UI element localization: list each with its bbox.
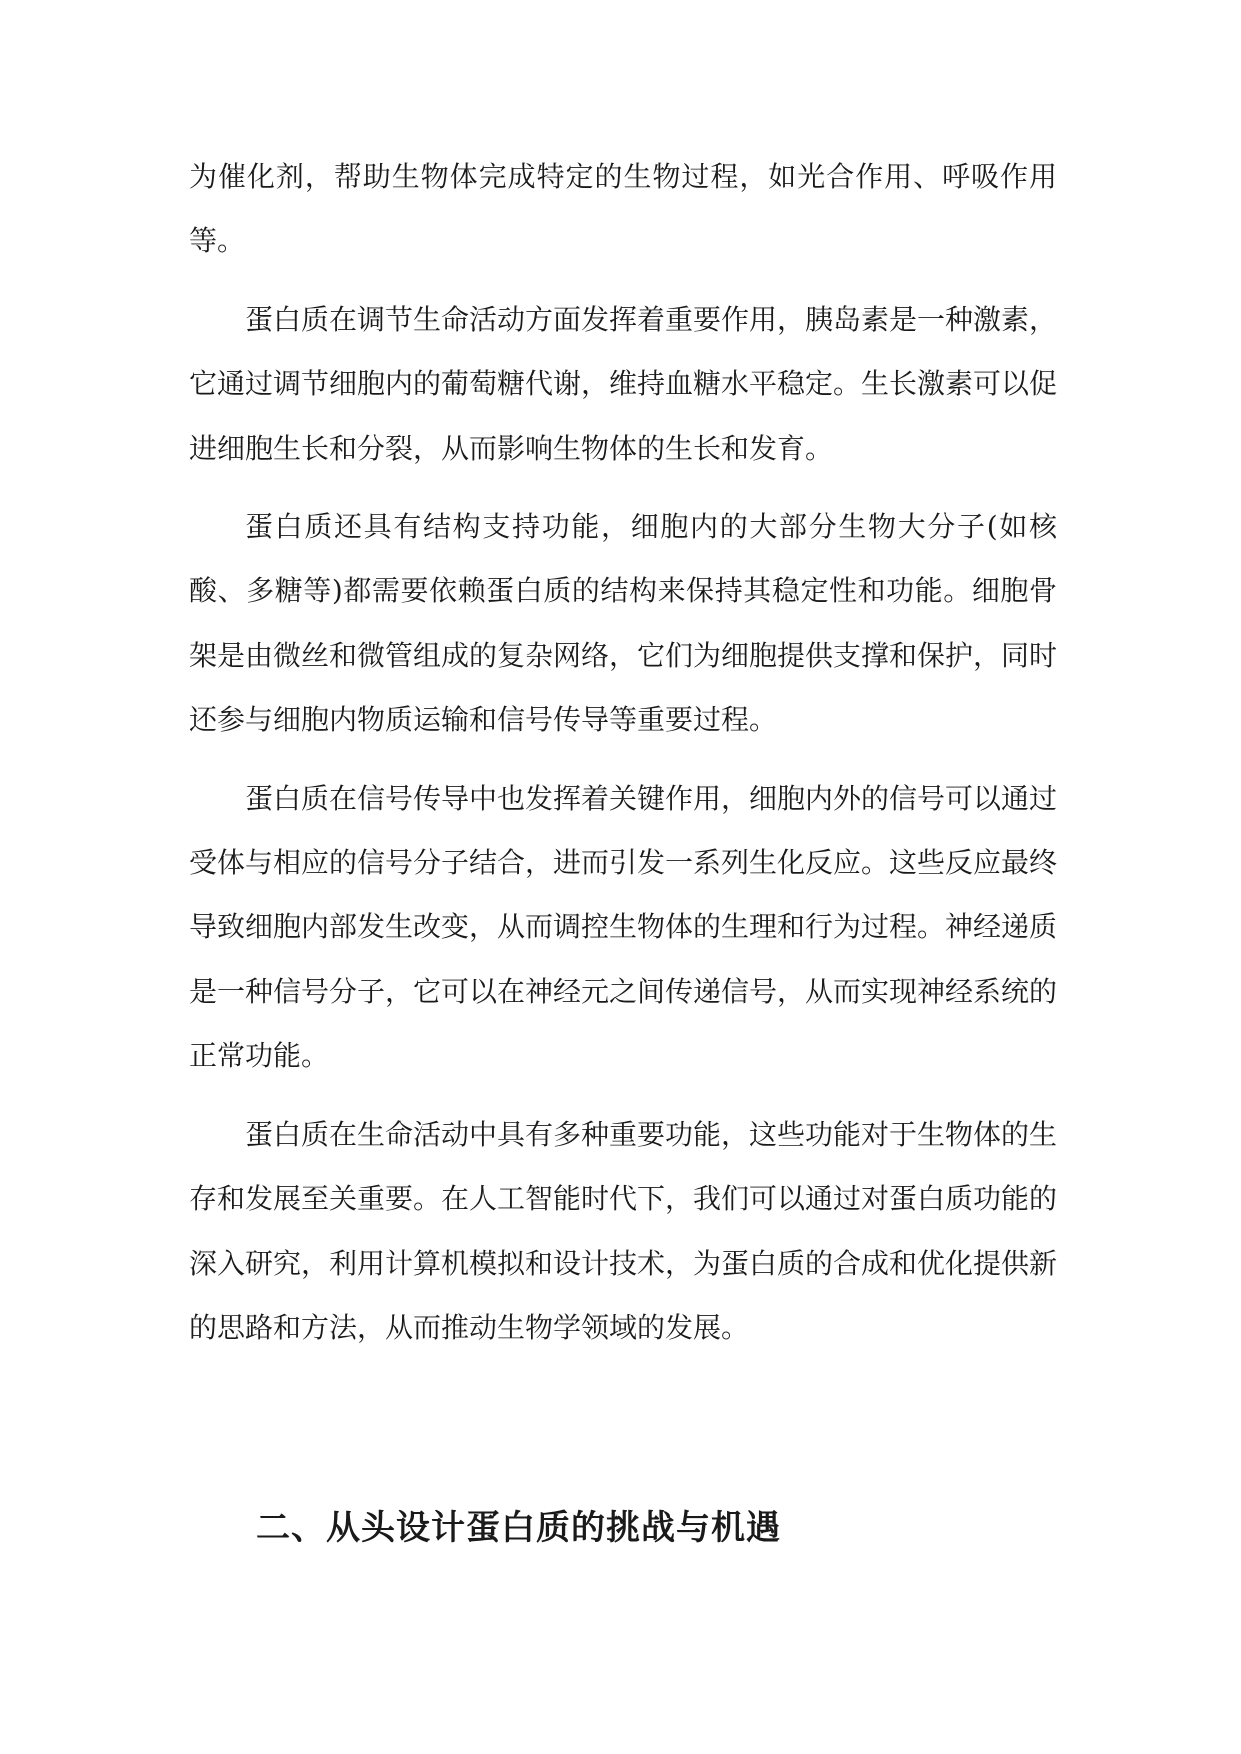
section-heading: 二、从头设计蛋白质的挑战与机遇 xyxy=(256,1508,781,1548)
paragraph: 蛋白质还具有结构支持功能，细胞内的大部分生物大分子(如核酸、多糖等)都需要依赖蛋白质的结构来保持其稳定性和功能。细胞骨架是由微丝和微管组成的复杂网络，它们为细胞提供支撑和保护，同时还参与细胞内物质运输和信号传导等重要过程。 xyxy=(189,510,1058,737)
paragraph: 蛋白质在信号传导中也发挥着关键作用，细胞内外的信号可以通过受体与相应的信号分子结合，进而引发一系列生化反应。这些反应最终导致细胞内部发生改变，从而调控生物体的生理和行为过程。神经递质是一种信号分子，它可以在神经元之间传递信号，从而实现神经系统的正常功能。 xyxy=(189,781,1058,1073)
body-text xyxy=(189,145,1057,1360)
paragraph: 蛋白质在调节生命活动方面发挥着重要作用，胰岛素是一种激素，它通过调节细胞内的葡萄糖代谢，维持血糖水平稳定。生长激素可以促进细胞生长和分裂，从而影响生物体的生长和发育。 xyxy=(189,302,1058,465)
paragraph: 为催化剂，帮助生物体完成特定的生物过程，如光合作用、呼吸作用等。 xyxy=(189,160,1057,258)
paragraph: 蛋白质在生命活动中具有多种重要功能，这些功能对于生物体的生存和发展至关重要。在人工智能时代下，我们可以通过对蛋白质功能的深入研究，利用计算机模拟和设计技术，为蛋白质的合成和优化提供新的思路和方法，从而推动生物学领域的发展。 xyxy=(189,1117,1058,1344)
